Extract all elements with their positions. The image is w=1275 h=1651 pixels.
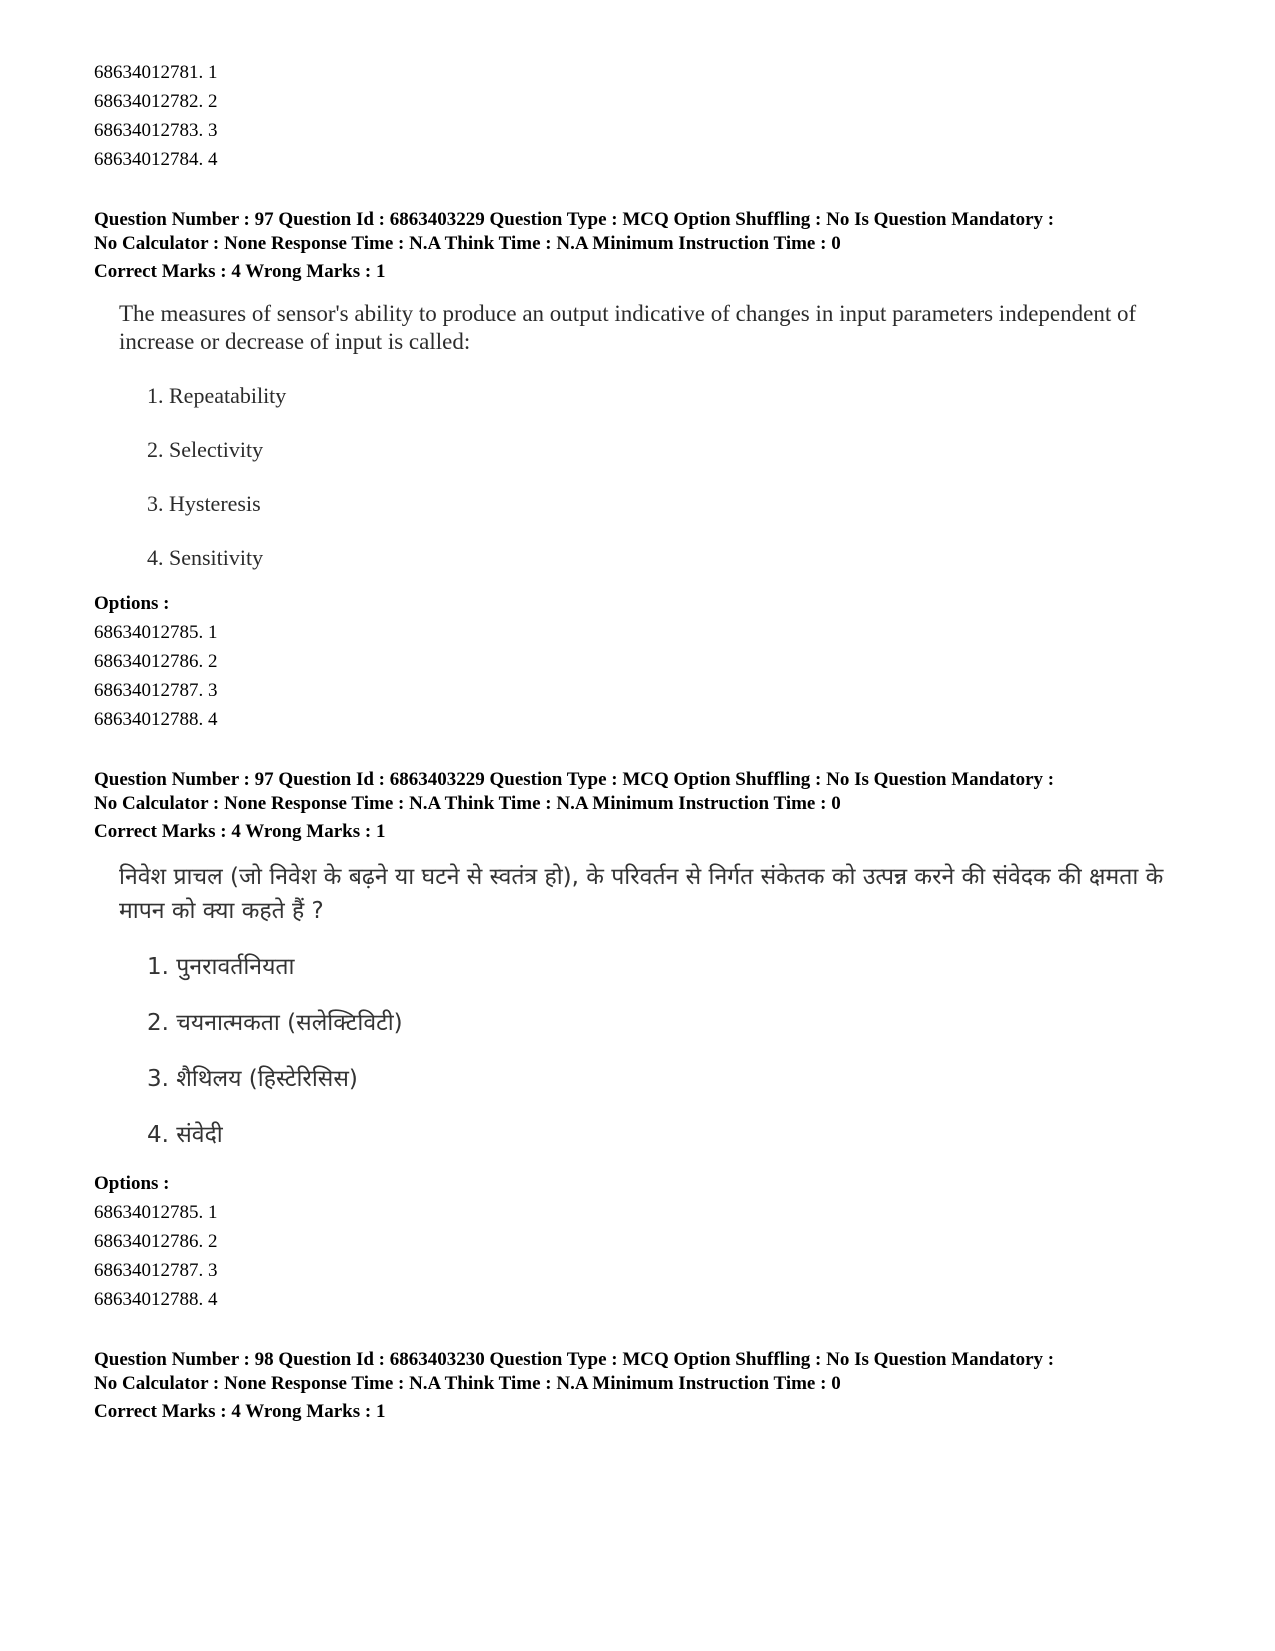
question-header-line: Question Number : 98 Question Id : 6863403230 Question Type : MCQ Option Shuffling : No Is Question Mandatory : [94,1349,1055,1370]
answer-choice: 3. Hysteresis [147,491,261,516]
option-line: 68634012781. 1 [94,62,218,83]
question-header [94,1348,1184,1396]
answer-choice: 2. Selectivity [147,437,264,462]
question-header-line: Question Number : 97 Question Id : 6863403229 Question Type : MCQ Option Shuffling : No Is Question Mandatory : [94,769,1055,790]
options-label: Options : [94,1173,170,1194]
answer-choice: 1. पुनरावर्तनियता [147,954,295,980]
question-block-97-english [94,208,1184,734]
option-line: 68634012788. 4 [94,709,218,730]
option-line: 68634012788. 4 [94,1289,218,1310]
option-line: 68634012787. 3 [94,1260,218,1281]
answer-choice: 4. Sensitivity [147,545,264,570]
marks-line: Correct Marks : 4 Wrong Marks : 1 [94,821,386,842]
question-header-line: No Calculator : None Response Time : N.A Think Time : N.A Minimum Instruction Time : 0 [94,1373,841,1394]
option-line: 68634012785. 1 [94,622,218,643]
question-text: निवेश प्राचल (जो निवेश के बढ़ने या घटने से स्वतंत्र हो), के परिवर्तन से निर्गत संकेतक को उत्पन्न करने की संवेदक की क्षमता के मापन को क्या कहते हैं ? [119,864,1164,924]
marks-line: Correct Marks : 4 Wrong Marks : 1 [94,1401,386,1422]
option-ids [94,618,1184,734]
previous-question-options [94,58,1184,174]
option-line: 68634012787. 3 [94,680,218,701]
question-block-97-hindi [94,768,1184,1314]
document-page [94,58,1184,1424]
option-line: 68634012784. 4 [94,149,218,170]
question-header [94,768,1184,816]
question-image-area [119,860,1184,1152]
option-line: 68634012785. 1 [94,1202,218,1223]
question-header-line: Question Number : 97 Question Id : 6863403229 Question Type : MCQ Option Shuffling : No Is Question Mandatory : [94,209,1055,230]
option-ids [94,1198,1184,1314]
question-text: The measures of sensor's ability to produce an output indicative of changes in input parameters independent of increase or decrease of input is called: [119,301,1137,354]
answer-choice: 2. चयनात्मकता (सलेक्टिविटी) [147,1010,403,1036]
question-header-line: No Calculator : None Response Time : N.A Think Time : N.A Minimum Instruction Time : 0 [94,793,841,814]
answer-choice: 3. शैथिलय (हिस्टेरिसिस) [147,1066,358,1092]
question-block-98 [94,1348,1184,1424]
option-line: 68634012782. 2 [94,91,218,112]
option-line: 68634012783. 3 [94,120,218,141]
options-label: Options : [94,593,170,614]
answer-choice: 1. Repeatability [147,383,287,408]
option-line: 68634012786. 2 [94,1231,218,1252]
option-line: 68634012786. 2 [94,651,218,672]
answer-choices [147,950,1184,1152]
marks-line: Correct Marks : 4 Wrong Marks : 1 [94,261,386,282]
answer-choices [147,382,1184,572]
answer-choice: 4. संवेदी [147,1122,223,1148]
question-header [94,208,1184,256]
question-image-area [119,300,1184,572]
question-header-line: No Calculator : None Response Time : N.A Think Time : N.A Minimum Instruction Time : 0 [94,233,841,254]
